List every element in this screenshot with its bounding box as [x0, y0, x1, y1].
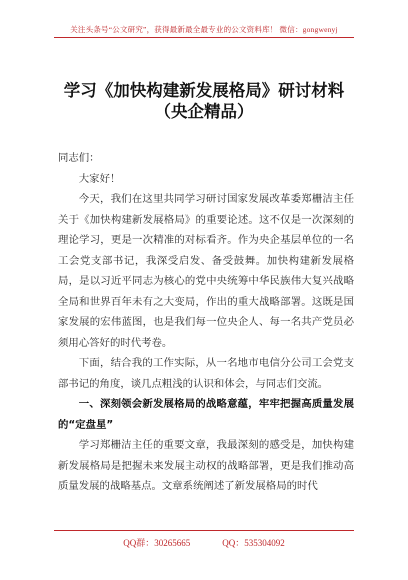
section-paragraph: 学习郑栅洁主任的重要文章，我最深刻的感受是，加快构建新发展格局是把握未来发展主动权的战略部署，更是我们推动高质量发展的战略基点。文章系统阐述了新发展格局的时代 — [58, 439, 354, 492]
title-line-2: （央企精品） — [154, 102, 254, 121]
section-heading: 一、深刻领会新发展格局的战略意蕴，牢牢把握高质量发展的“定盘星” — [58, 398, 354, 431]
footer-contact — [0, 536, 408, 549]
body-paragraph: 今天，我们在这里共同学习研讨国家发展改革委郑栅洁主任关于《加快构建新发展格局》的重要论述。这不仅是一次深刻的理论学习，更是一次精准的对标看齐。作为央企基层单位的一名工会党支部书记，我深受启发、备受鼓舞。加快构建新发展格局，是以习近平同志为核心的党中央统筹中华民族伟大复兴战略全局和世界百年未有之大变局，作出的重大战略部署。这既是国家发展的宏伟蓝图，也是我们每一位央企人、每一名共产党员必须用心答好的时代考卷。 — [58, 193, 354, 349]
title-line-1: 学习《加快构建新发展格局》研讨材料 — [63, 81, 345, 100]
footer-qq-group: QQ群：30265665 — [123, 538, 191, 548]
footer-qq: QQ：535304092 — [222, 538, 285, 548]
document-title — [0, 80, 408, 122]
header-divider — [54, 37, 354, 38]
greeting: 大家好！ — [78, 172, 121, 185]
header-note: 关注头条号“公文研究”，获得最新最全最专业的公文资料库！ 微信：gongwenyj — [70, 25, 338, 34]
salutation: 同志们： — [58, 152, 100, 164]
body-paragraph: 下面，结合我的工作实际，从一名地市电信分公司工会党支部书记的角度，谈几点粗浅的认识和体会，与同志们交流。 — [58, 357, 354, 390]
document-body — [58, 148, 354, 497]
footer-divider — [54, 530, 354, 531]
